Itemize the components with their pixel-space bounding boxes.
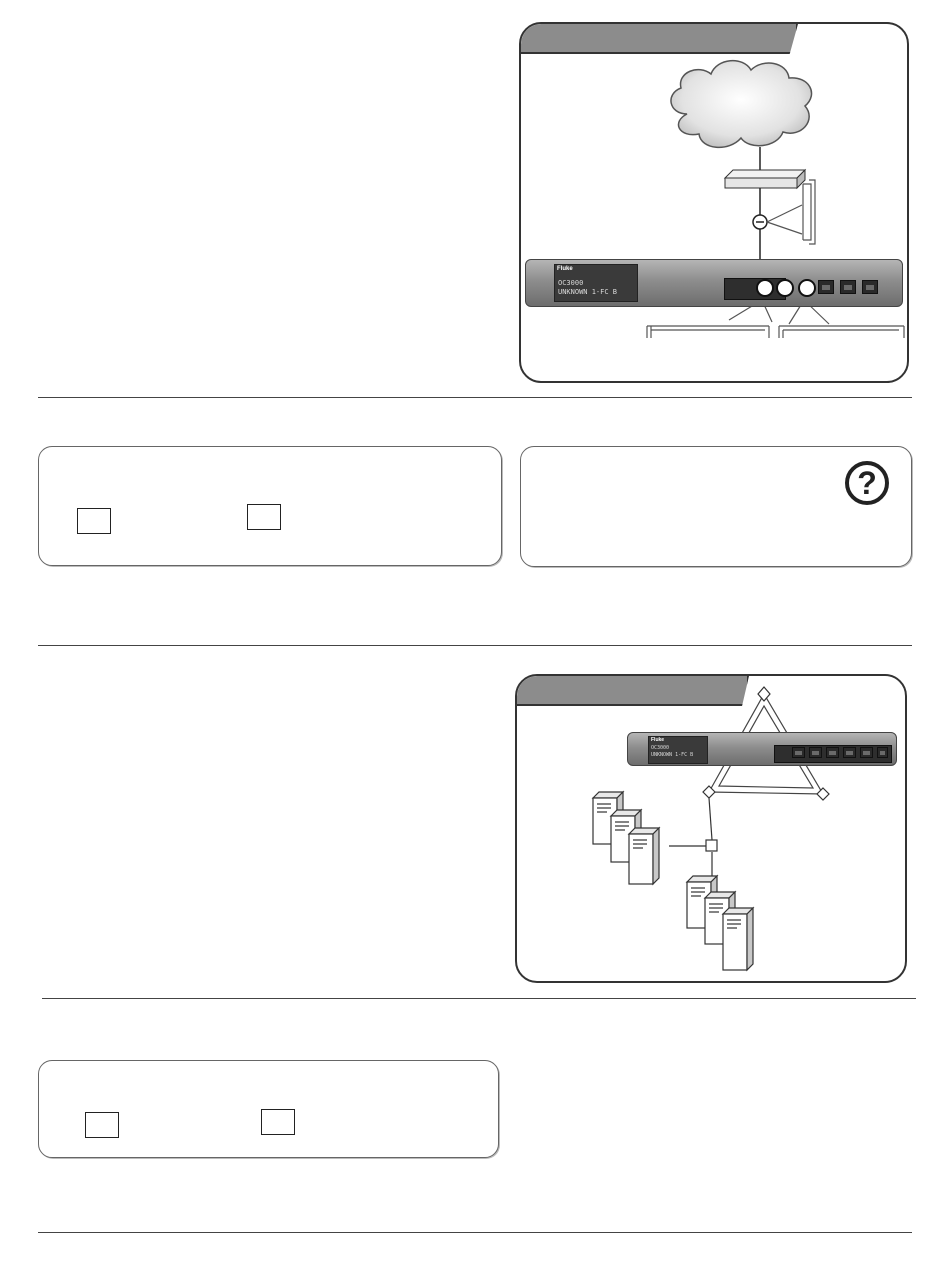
checkbox-note-box-2 [38,1060,499,1158]
device-lcd-line2: UNKNOWN 1-FC B [651,752,694,758]
top-diagram-graphics [519,22,909,383]
server-group-bottom-icon [687,876,753,970]
ethernet-port-2 [809,747,822,758]
bottom-diagram-panel [515,674,907,983]
section-divider-3 [42,998,916,999]
device-lcd-line2: UNKNOWN 1-FC B [558,288,618,296]
top-diagram-panel [519,22,909,383]
server-group-left-icon [593,792,659,884]
ethernet-port-6 [877,747,888,758]
checkbox-1[interactable] [77,508,111,534]
connector-circle-2 [776,279,794,297]
device-lcd-display [554,264,638,302]
ethernet-port-1 [792,747,805,758]
ethernet-port-3 [826,747,839,758]
section-divider-2 [38,645,912,646]
connector-circle-3 [798,279,816,297]
help-note-box [520,446,912,567]
network-device-bottom [627,732,897,766]
connector-circle-1 [756,279,774,297]
ethernet-port-3 [862,280,878,294]
ethernet-port-1 [818,280,834,294]
tap-connector-icon [753,215,767,229]
network-device-top [525,259,903,307]
checkbox-2[interactable] [247,504,281,530]
device-lcd-line1: OC3000 [651,745,670,751]
network-switch-icon [725,170,805,188]
checkbox-note-box-1 [38,446,502,566]
section-divider-1 [38,397,912,398]
ethernet-port-2 [840,280,856,294]
question-mark-icon: ? [845,461,889,505]
device-lcd-line1: OC3000 [558,279,584,287]
network-cloud-icon [671,61,812,148]
ethernet-port-4 [843,747,856,758]
connector-callout-bracket [767,180,815,244]
ethernet-port-5 [860,747,873,758]
checkbox-4[interactable] [261,1109,295,1135]
switch-node-icon [706,840,717,851]
section-divider-4 [38,1232,912,1233]
device-brand-label: Fluke [557,266,573,272]
device-lcd-display [648,736,708,764]
bottom-diagram-graphics [515,674,907,983]
checkbox-3[interactable] [85,1112,119,1138]
device-brand-label: Fluke [651,737,665,743]
